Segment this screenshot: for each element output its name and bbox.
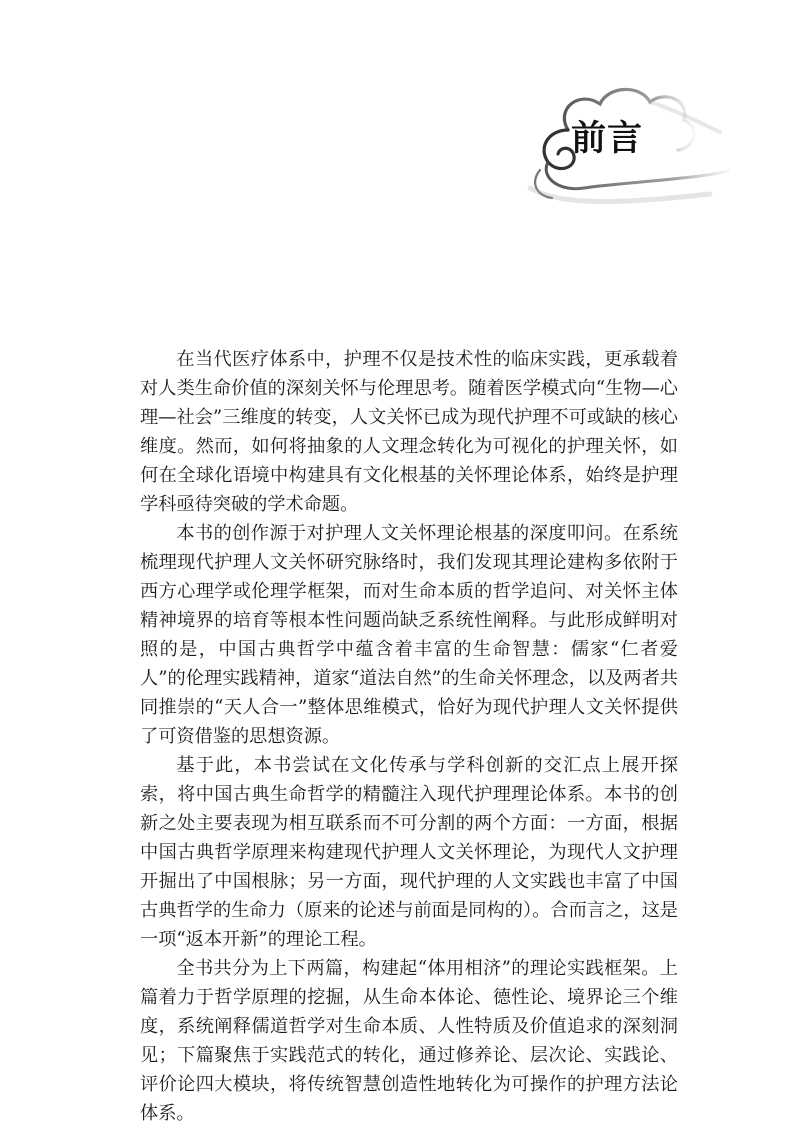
- paragraph-3: 基于此，本书尝试在文化传承与学科创新的交汇点上展开探索，将中国古典生命哲学的精髓注入现代护理理论体系。本书的创新之处主要表现为相互联系而不可分割的两个方面：一方面，根据中国古典哲学原理来构建现代护理人文关怀理论，为现代人文护理开掘出了中国根脉；另一方面，现代护理的人文实践也丰富了中国古典哲学的生命力（原来的论述与前面是同构的）。合而言之，这是一项“返本开新”的理论工程。: [140, 755, 678, 950]
- preface-body: [140, 345, 678, 1128]
- page-title: 前言: [571, 119, 644, 159]
- paragraph-1: 在当代医疗体系中，护理不仅是技术性的临床实践，更承载着对人类生命价值的深刻关怀与伦理思考。随着医学模式向“生物—心理—社会”三维度的转变，人文关怀已成为现代护理不可或缺的核心维度。然而，如何将抽象的人文理念转化为可视化的护理关怀，如何在全球化语境中构建具有文化根基的关怀理论体系，始终是护理学科亟待突破的学术命题。: [140, 349, 678, 515]
- paragraph-2: 本书的创作源于对护理人文关怀理论根基的深度叩问。在系统梳理现代护理人文关怀研究脉络时，我们发现其理论建构多依附于西方心理学或伦理学框架，而对生命本质的哲学追问、对关怀主体精神境界的培育等根本性问题尚缺乏系统性阐释。与此形成鲜明对照的是，中国古典哲学中蕴含着丰富的生命智慧：儒家“仁者爱人”的伦理实践精神，道家“道法自然”的生命关怀理念，以及两者共同推崇的“天人合一”整体思维模式，恰好为现代护理人文关怀提供了可资借鉴的思想资源。: [140, 523, 678, 747]
- paragraph-4: 全书共分为上下两篇，构建起“体用相济”的理论实践框架。上篇着力于哲学原理的挖掘，从生命本体论、德性论、境界论三个维度，系统阐释儒道哲学对生命本质、人性特质及价值追求的深刻洞见；下篇聚焦于实践范式的转化，通过修养论、层次论、实践论、评价论四大模块，将传统智慧创造性地转化为可操作的护理方法论体系。: [140, 958, 678, 1124]
